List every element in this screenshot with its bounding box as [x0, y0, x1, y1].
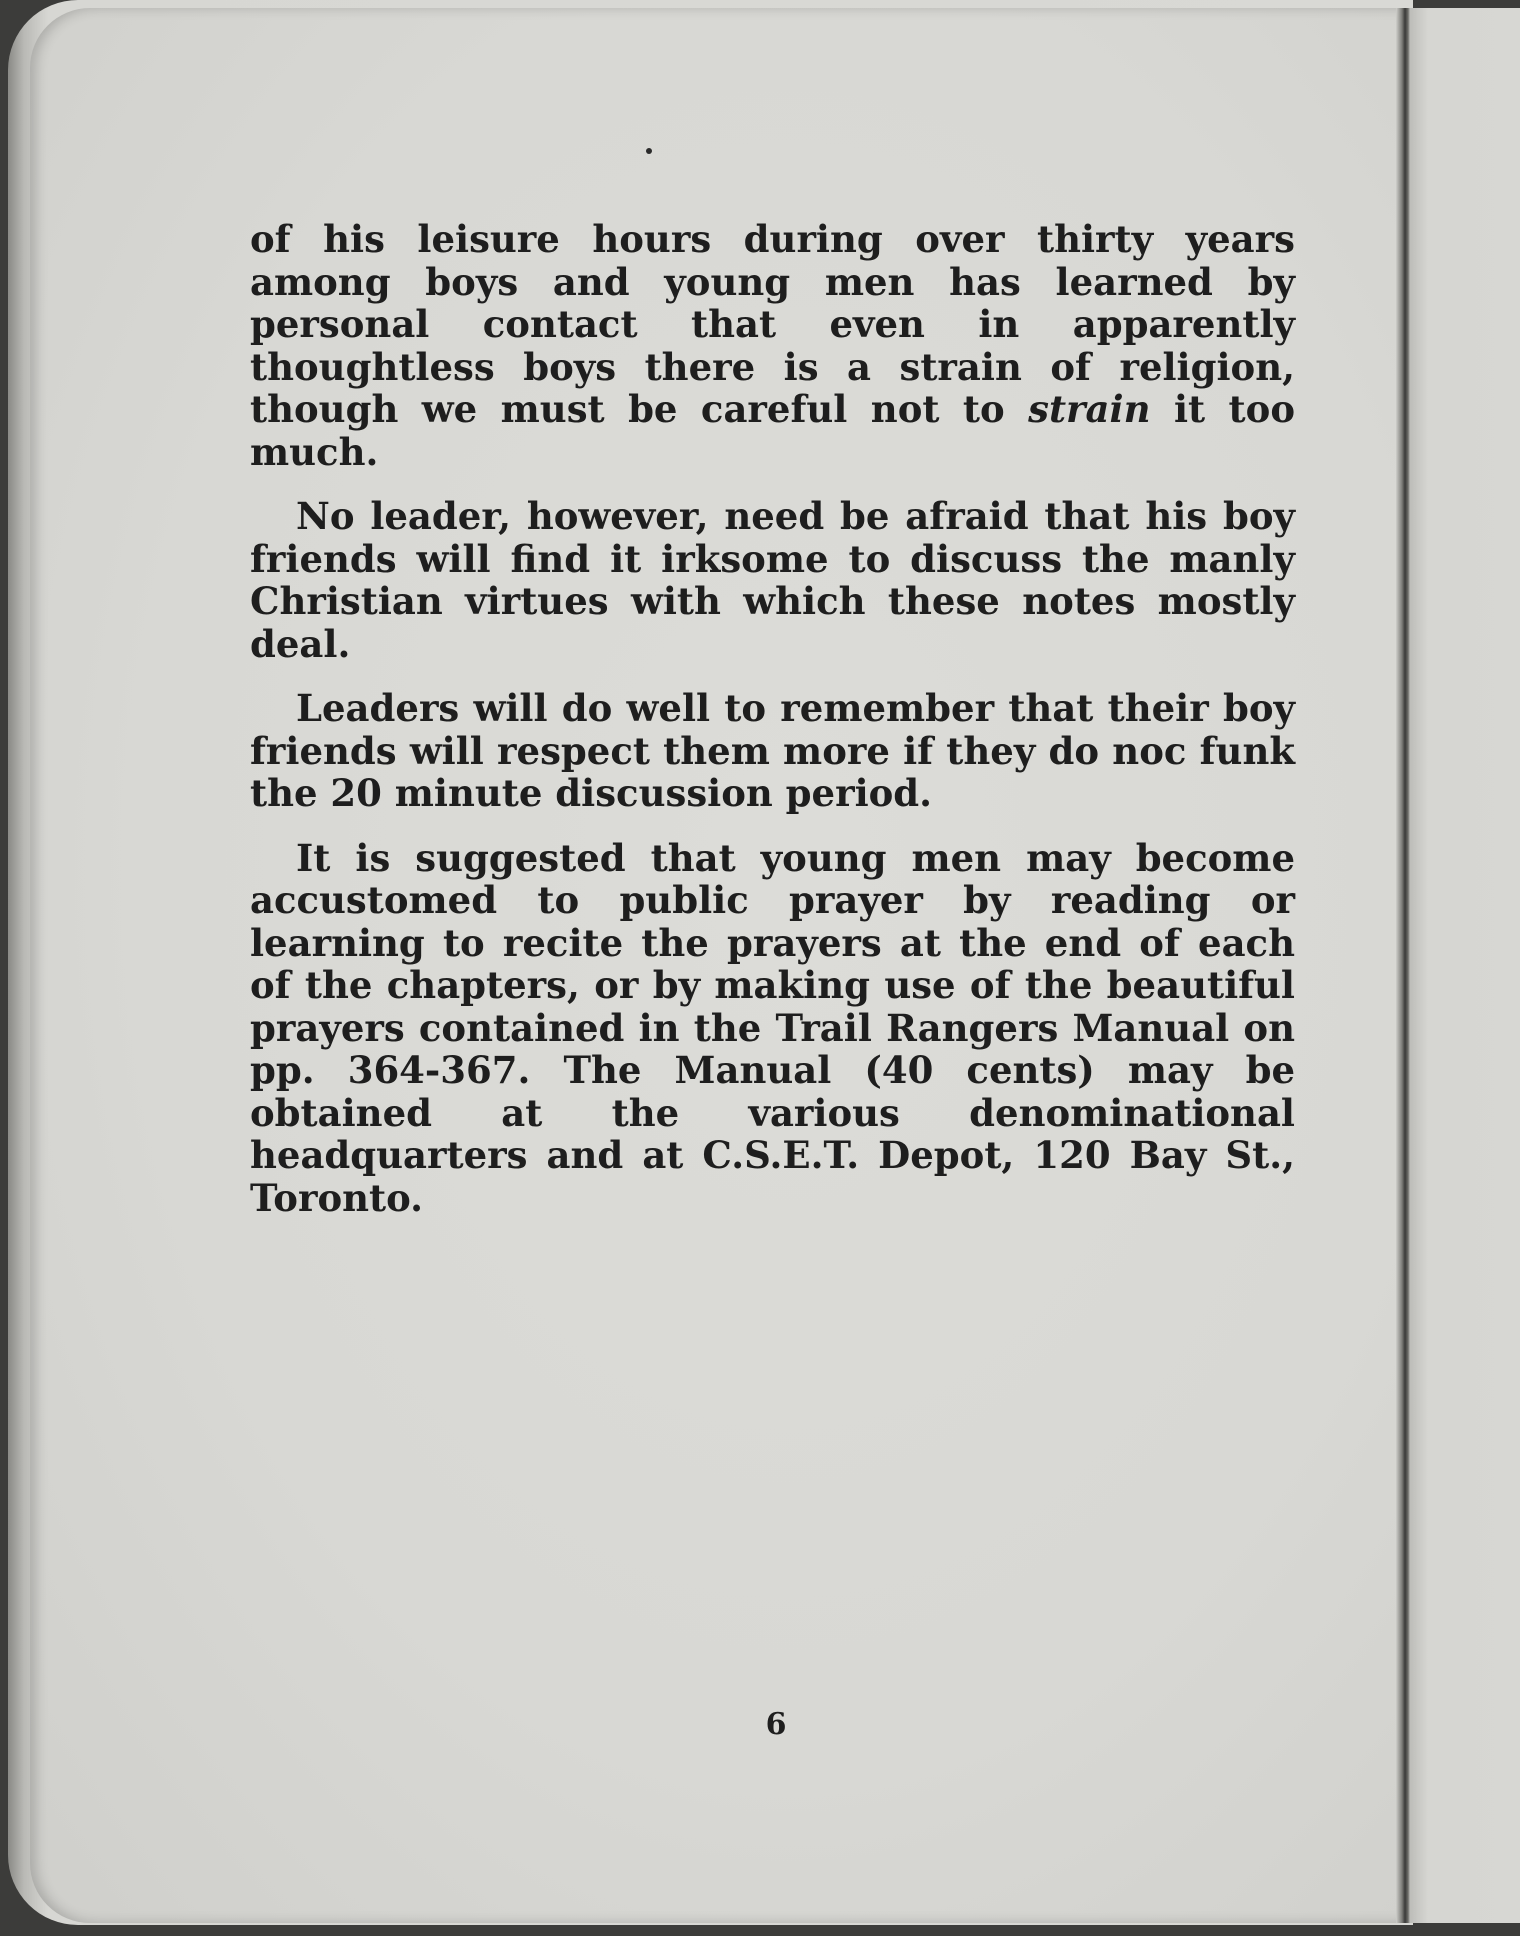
- paragraph-1-text-start: of his leisure hours during over thirty years among boys and young men has learned by personal contact that even in apparently thoughtless boys there is a strain of religion, though we must be careful not to: [250, 217, 1295, 431]
- ink-speck: [646, 148, 652, 154]
- emphasis-strain: strain: [1028, 387, 1151, 431]
- body-text: [250, 218, 1295, 1241]
- paragraph-1-text-end: it too much.: [250, 387, 1295, 474]
- paragraph-3: Leaders will do well to remember that their boy friends will respect them more if they do noc funk the 20 minute discussion period.: [250, 686, 1295, 815]
- paragraph-1: [250, 218, 1295, 473]
- facing-page-edge: [1410, 8, 1520, 1923]
- page-number: 6: [765, 1707, 787, 1742]
- paragraph-2: No leader, however, need be afraid that his boy friends will find it irksome to discuss the manly Christian virtues with which these notes mostly deal.: [250, 494, 1295, 666]
- book-gutter: [1396, 8, 1410, 1923]
- paragraph-4: It is suggested that young men may become accustomed to public prayer by reading or learning to recite the prayers at the end of each of the chapters, or by making use of the beautiful prayers contained in the Trail Rangers Manual on pp. 364-367. The Manual (40 cents) may be obtained at the various denominational headquarters and at C.S.E.T. Depot, 120 Bay St., Toronto.: [250, 835, 1295, 1220]
